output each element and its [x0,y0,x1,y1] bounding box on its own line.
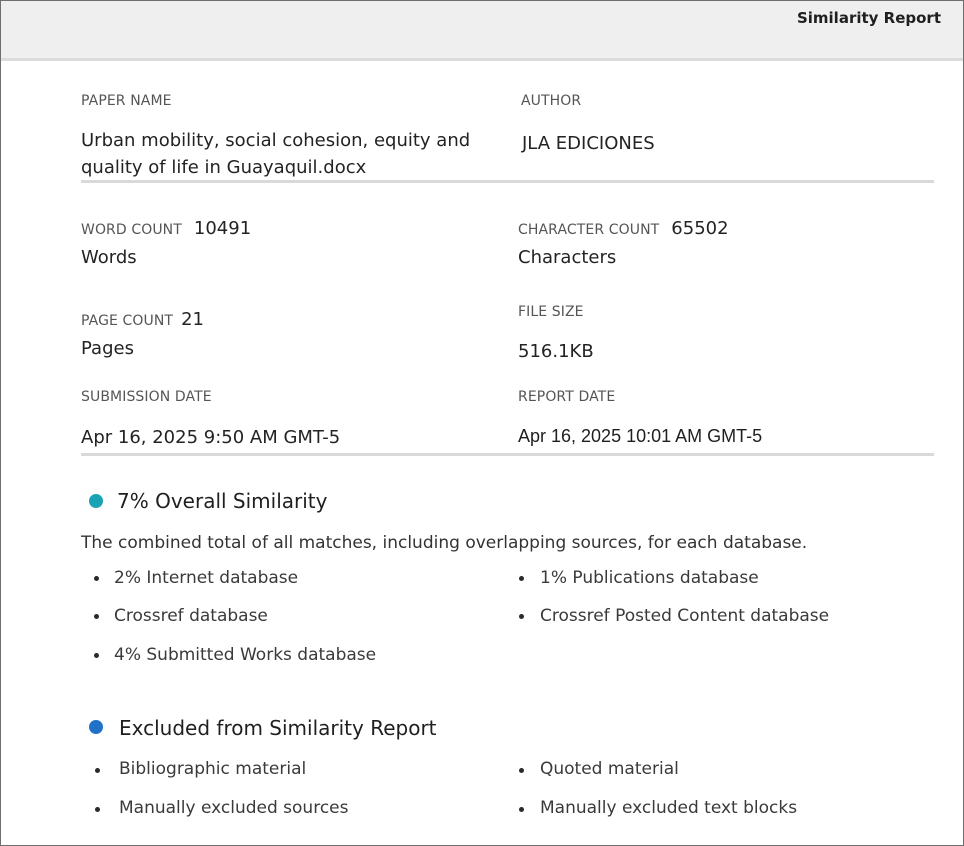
word-count-label: WORD COUNT [81,222,182,238]
excluded-title: Excluded from Similarity Report [119,716,437,740]
similarity-item-crossref-posted: Crossref Posted Content database [540,606,830,626]
bullet-icon [519,768,524,773]
excluded-item-bibliographic: Bibliographic material [119,759,307,779]
excluded-dot-icon [89,720,103,734]
similarity-item-publications: 1% Publications database [540,568,759,588]
similarity-dot-icon [89,494,103,508]
excluded-item-manual-sources: Manually excluded sources [119,798,349,818]
file-size-value: 516.1KB [518,341,594,362]
bullet-icon [519,807,524,812]
overall-similarity-title: 7% Overall Similarity [117,489,328,513]
char-count-row [518,218,729,239]
divider-middle [81,453,934,456]
char-count-value: 65502 [671,218,729,239]
similarity-item-submitted-works: 4% Submitted Works database [114,645,377,665]
page-count-label: PAGE COUNT [81,313,174,329]
bullet-icon [95,768,100,773]
report-date-value: Apr 16, 2025 10:01 AM GMT-5 [518,426,763,446]
report-title: Similarity Report [796,9,941,27]
similarity-item-crossref: Crossref database [114,606,268,626]
author-label: AUTHOR [521,93,582,109]
word-count-unit: Words [81,247,137,268]
author-value: JLA EDICIONES [522,133,655,154]
page-count-unit: Pages [81,338,134,359]
file-size-label: FILE SIZE [518,304,584,320]
paper-name-line-1: Urban mobility, social cohesion, equity and [81,130,471,151]
paper-name-line-2: quality of life in Guayaquil.docx [81,157,367,178]
submission-date-label: SUBMISSION DATE [81,389,212,405]
report-date-label: REPORT DATE [518,389,616,405]
paper-name-label: PAPER NAME [81,93,172,109]
bullet-icon [519,614,524,619]
similarity-item-internet: 2% Internet database [114,568,299,588]
bullet-icon [519,576,524,581]
excluded-item-manual-text-blocks: Manually excluded text blocks [540,798,798,818]
submission-date-value: Apr 16, 2025 9:50 AM GMT-5 [81,427,341,448]
char-count-label: CHARACTER COUNT [518,222,660,238]
bullet-icon [94,653,99,658]
page-count-row [81,309,204,330]
char-count-unit: Characters [518,247,617,268]
excluded-item-quoted: Quoted material [540,759,679,779]
bullet-icon [94,614,99,619]
bullet-icon [95,807,100,812]
word-count-value: 10491 [193,218,252,239]
page-count-value: 21 [181,309,204,330]
divider-top [81,180,934,183]
bullet-icon [94,576,99,581]
word-count-row [81,218,251,239]
similarity-description: The combined total of all matches, including overlapping sources, for each database. [81,533,808,553]
